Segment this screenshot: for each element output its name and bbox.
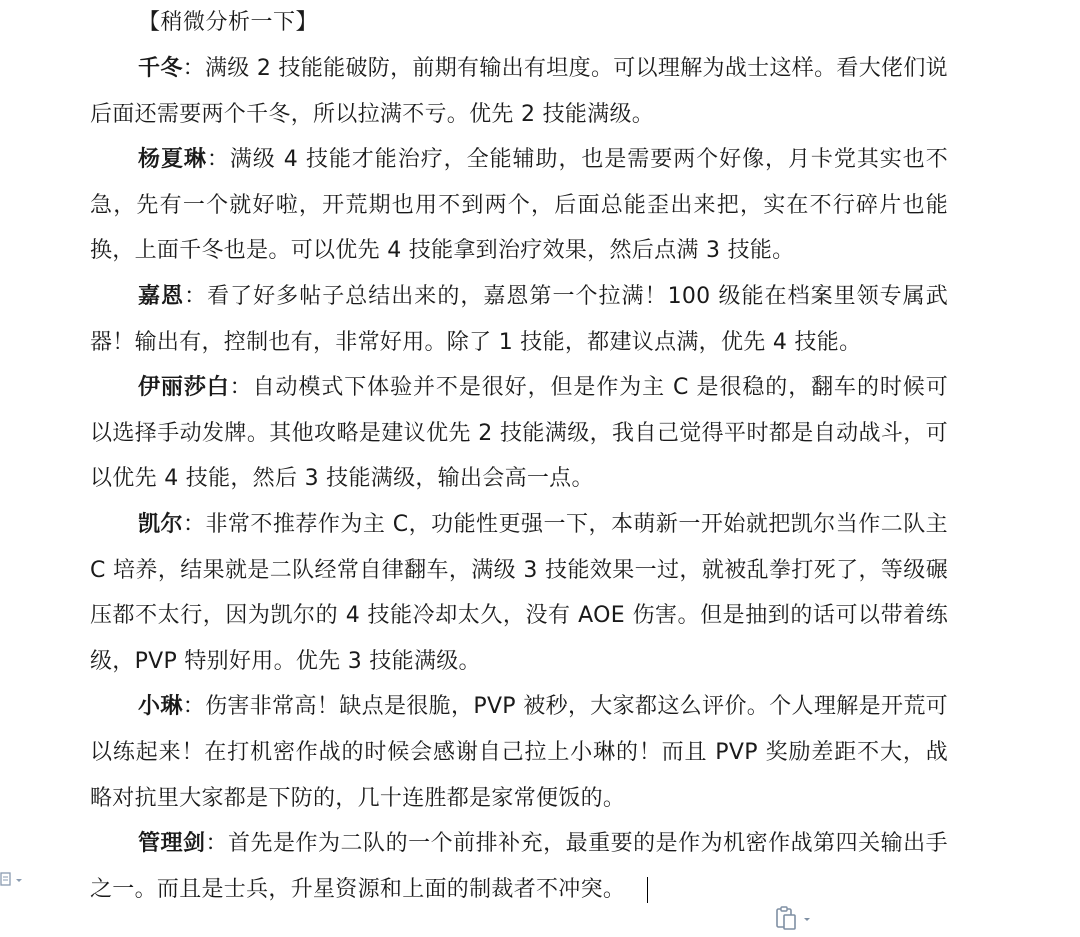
paragraph-elizabeth — [90, 365, 948, 502]
text-cursor — [647, 877, 648, 903]
character-name: 凯尔 — [138, 511, 183, 537]
paragraph-text: 满级 4 技能才能治疗，全能辅助，也是需要两个好像，月卡党其实也不急，先有一个就好啦，开荒期也用不到两个，后面总能歪出来把，实在不行碎片也能换，上面千冬也是。可以优先 4 技能拿到治疗效果，然后点满 3 技能。 — [90, 147, 949, 264]
colon: ： — [182, 694, 206, 720]
paragraph-layout-icon[interactable] — [0, 870, 24, 890]
paragraph-guanlijian — [90, 821, 948, 912]
colon: ： — [205, 831, 229, 857]
character-name: 小琳 — [138, 694, 183, 720]
character-name: 杨夏琳 — [138, 147, 207, 173]
character-name: 嘉恩 — [138, 283, 185, 309]
colon: ： — [182, 56, 205, 81]
paragraph-text: 满级 2 技能能破防，前期有输出有坦度。可以理解为战士这样。看大佬们说后面还需要两个千冬，所以拉满不亏。优先 2 技能满级。 — [90, 56, 948, 127]
paragraph-text: 看了好多帖子总结出来的，嘉恩第一个拉满！100 级能在档案里领专属武器！输出有，控制也有，非常好用。除了 1 技能，都建议点满，优先 4 技能。 — [90, 283, 948, 355]
paragraph-kaier — [90, 502, 948, 684]
colon: ： — [229, 375, 253, 401]
paragraph-yangxialin — [90, 137, 948, 274]
character-name: 千冬 — [138, 56, 183, 81]
paragraph-text: 首先是作为二队的一个前排补充，最重要的是作为机密作战第四关输出手之一。而且是士兵，升星资源和上面的制裁者不冲突。 — [90, 831, 948, 902]
paragraph-jiaen — [90, 274, 948, 365]
paragraph-text: 伤害非常高！缺点是很脆，PVP 被秒，大家都这么评价。个人理解是开荒可以练起来！在打机密作战的时候会感谢自己拉上小琳的！而且 PVP 奖励差距不大，战略对抗里大家都是下防的，几十连胜都是家常便饭的。 — [90, 694, 948, 811]
colon: ： — [206, 147, 230, 173]
paragraph-text: 自动模式下体验并不是很好，但是作为主 C 是很稳的，翻车的时候可以选择手动发牌。其他攻略是建议优先 2 技能满级，我自己觉得平时都是自动战斗，可以优先 4 技能，然后 3 技能满级，输出会高一点。 — [90, 375, 948, 492]
section-heading: 【稍微分析一下】 — [138, 10, 319, 35]
colon: ： — [184, 283, 208, 309]
paragraph-qiandong — [90, 46, 948, 137]
character-name: 伊丽莎白 — [138, 375, 230, 401]
paragraph-text: 非常不推荐作为主 C，功能性更强一下，本萌新一开始就把凯尔当作二队主 C 培养，结果就是二队经常自律翻车，满级 3 技能效果一过，就被乱拳打死了，等级碾压都不太行，因为凯尔的 4 技能冷却太久，没有 AOE 伤害。但是抽到的话可以带着练级，PVP 特别好用。优先 3 技能满级。 — [90, 511, 948, 674]
paragraph-xiaolin — [90, 684, 948, 821]
colon: ： — [182, 511, 206, 537]
character-name: 管理剑 — [138, 831, 206, 857]
paste-options-icon[interactable] — [774, 905, 814, 931]
document-body[interactable] — [90, 46, 948, 912]
